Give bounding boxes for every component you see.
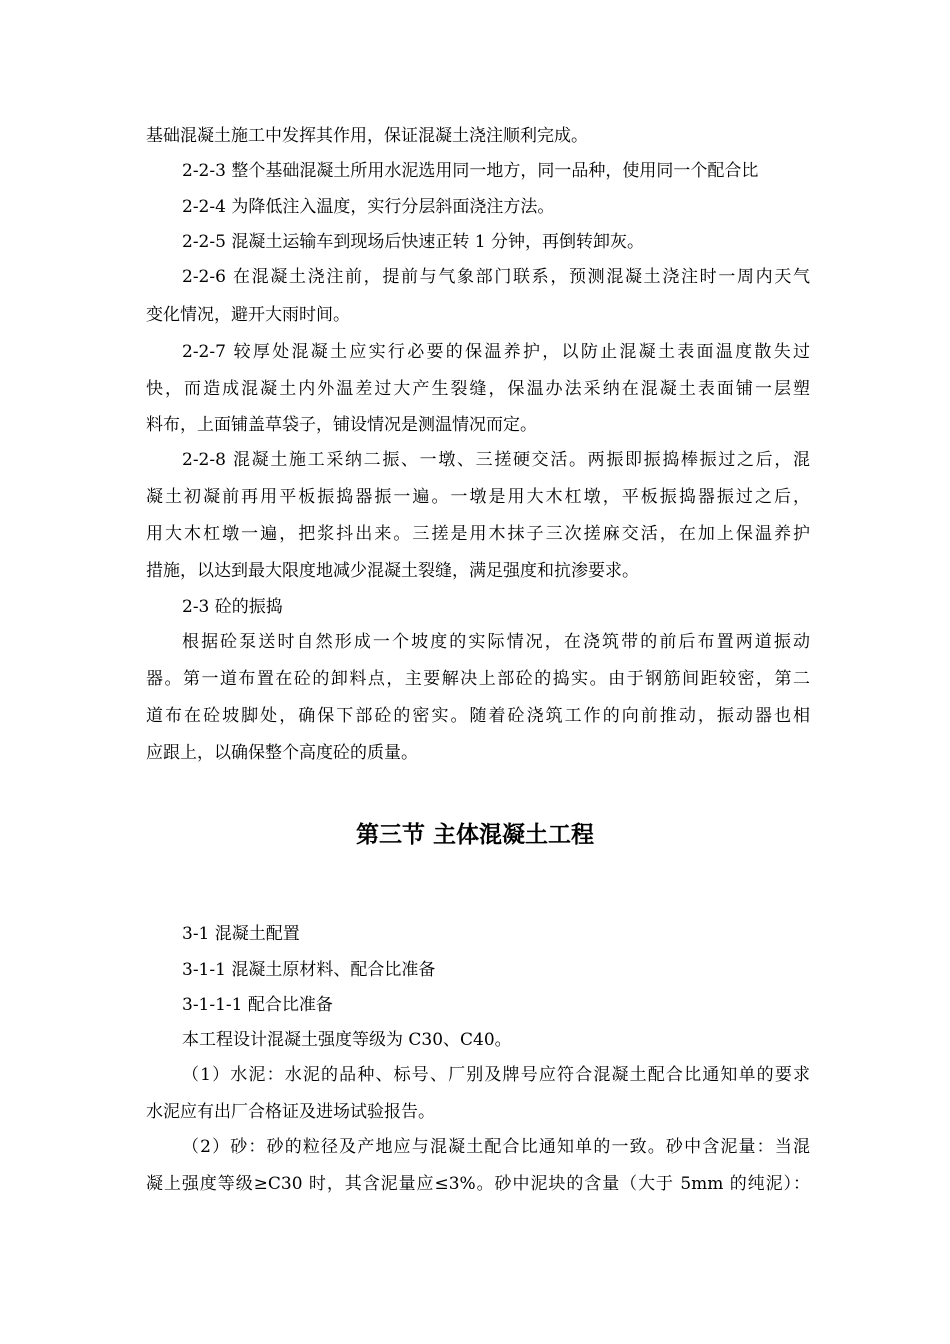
- paragraph-line: 道布在砼坡脚处，确保下部砼的密实。随着砼浇筑工作的向前推动，振动器也相: [146, 706, 810, 726]
- paragraph-line: 基础混凝土施工中发挥其作用，保证混凝土浇注顺利完成。: [146, 126, 588, 146]
- paragraph-line: 凝上强度等级≥C30 时，其含泥量应≤3%。砂中泥块的含量（大于 5mm 的纯泥）：: [146, 1174, 810, 1194]
- paragraph-line: 措施，以达到最大限度地减少混凝土裂缝，满足强度和抗渗要求。: [146, 561, 639, 581]
- paragraph-line: 器。第一道布置在砼的卸料点，主要解决上部砼的捣实。由于钢筋间距较密，第二: [146, 669, 810, 689]
- paragraph-line: 2-2-4 为降低注入温度，实行分层斜面浇注方法。: [182, 197, 555, 217]
- section-label: 3-1-1 混凝土原材料、配合比准备: [182, 960, 436, 980]
- section-label: 3-1 混凝土配置: [182, 924, 300, 944]
- paragraph-line: 根据砼泵送时自然形成一个坡度的实际情况，在浇筑带的前后布置两道振动: [182, 632, 810, 652]
- paragraph-line: 快，而造成混凝土内外温差过大产生裂缝，保温办法采纳在混凝土表面铺一层塑: [146, 379, 810, 399]
- paragraph-line: 本工程设计混凝土强度等级为 C30、C40。: [182, 1030, 512, 1050]
- section-label: 3-1-1-1 配合比准备: [182, 995, 333, 1015]
- section-label: 2-3 砼的振捣: [182, 597, 283, 617]
- paragraph-line: 应跟上，以确保整个高度砼的质量。: [146, 743, 418, 763]
- section-heading: 第三节 主体混凝土工程: [355, 822, 594, 848]
- paragraph-line: 2-2-8 混凝土施工采纳二振、一墩、三搓硬交活。两振即振捣棒振过之后，混: [182, 450, 810, 470]
- paragraph-line: （1）水泥：水泥的品种、标号、厂别及牌号应符合混凝土配合比通知单的要求: [182, 1065, 810, 1085]
- paragraph-line: 2-2-6 在混凝土浇注前，提前与气象部门联系，预测混凝土浇注时一周内天气: [182, 267, 810, 287]
- paragraph-line: 料布，上面铺盖草袋子，铺设情况是测温情况而定。: [146, 415, 537, 435]
- paragraph-line: 2-2-5 混凝土运输车到现场后快速正转 1 分钟，再倒转卸灰。: [182, 232, 644, 252]
- paragraph-line: 凝土初凝前再用平板振捣器振一遍。一墩是用大木杠墩，平板振捣器振过之后，: [146, 487, 810, 507]
- paragraph-line: 2-2-7 较厚处混凝土应实行必要的保温养护，以防止混凝土表面温度散失过: [182, 342, 810, 362]
- paragraph-line: 用大木杠墩一遍，把浆抖出来。三搓是用木抹子三次搓麻交活，在加上保温养护: [146, 524, 810, 544]
- paragraph-line: 水泥应有出厂合格证及进场试验报告。: [146, 1102, 435, 1122]
- paragraph-line: 2-2-3 整个基础混凝土所用水泥选用同一地方，同一品种，使用同一个配合比: [182, 161, 759, 181]
- paragraph-line: （2）砂：砂的粒径及产地应与混凝土配合比通知单的一致。砂中含泥量：当混: [182, 1137, 810, 1157]
- paragraph-line: 变化情况，避开大雨时间。: [146, 305, 350, 325]
